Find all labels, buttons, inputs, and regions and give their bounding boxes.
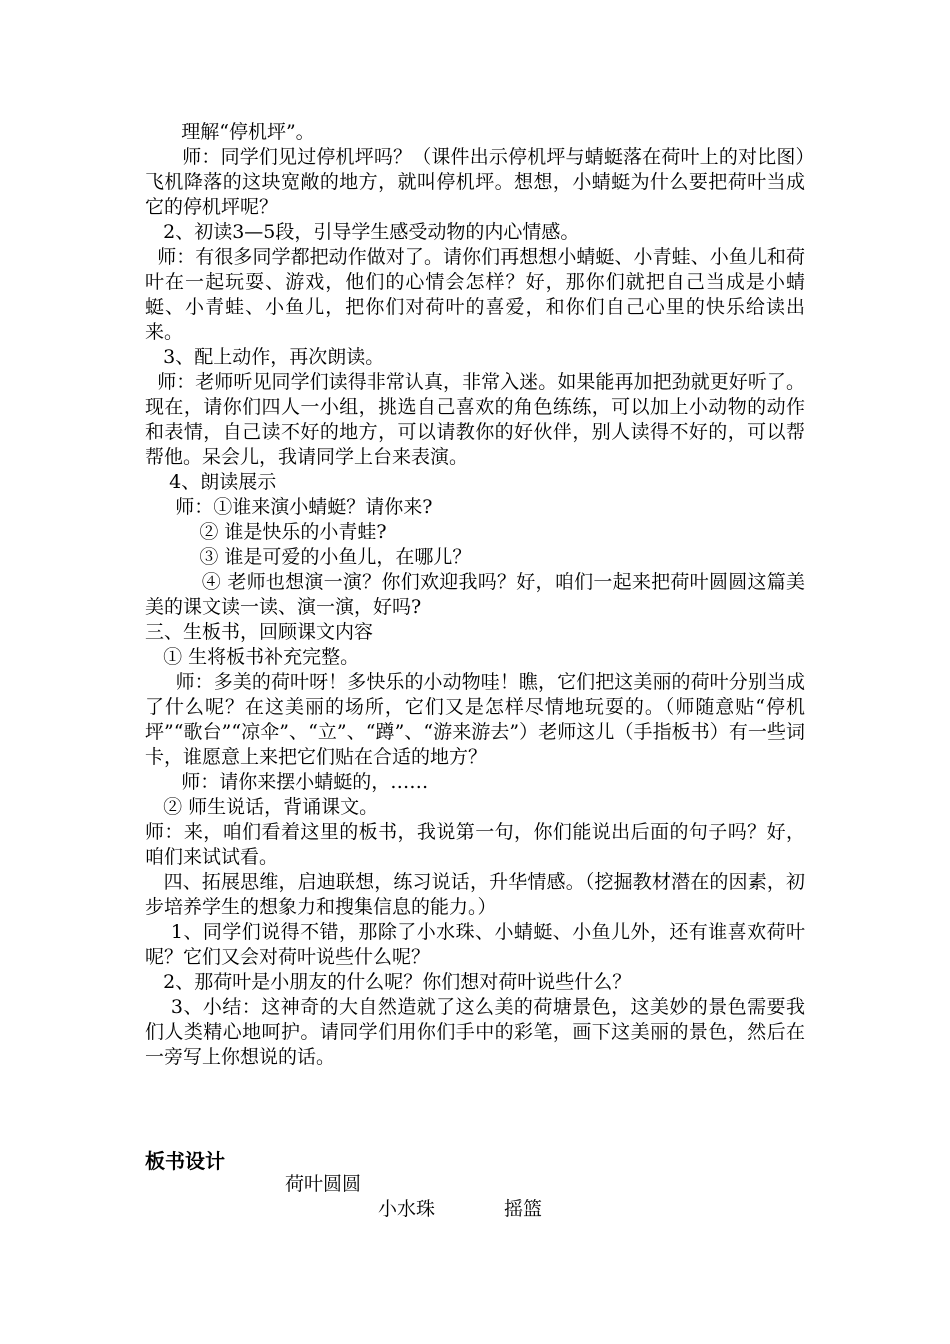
- paragraph: ③ 谁是可爱的小鱼儿，在哪儿？: [145, 546, 472, 568]
- paragraph: 3、小结：这神奇的大自然造就了这么美的荷塘景色，这美妙的景色需要我们人类精心地呵护。请同学们用你们手中的彩笔，画下这美丽的景色，然后在一旁写上你想说的话。: [145, 996, 805, 1068]
- paragraph: 师：老师听见同学们读得非常认真，非常入迷。如果能再加把劲就更好听了。现在，请你们四人一小组，挑选自己喜欢的角色练练，可以加上小动物的动作和表情，自己读不好的地方，可以请教你的好伙伴，别人读得不好的，可以帮帮他。呆会儿，我请同学上台来表演。: [145, 371, 805, 468]
- paragraph: 3、配上动作，再次朗读。: [145, 346, 385, 368]
- board-word-cradle: 摇篮: [504, 1198, 543, 1220]
- paragraph: 2、那荷叶是小朋友的什么呢？你们想对荷叶说些什么？: [145, 971, 632, 993]
- paragraph: 师：请你来摆小蜻蜓的，……: [145, 771, 429, 793]
- board-title: 荷叶圆圆: [285, 1173, 362, 1195]
- section-heading: 三、生板书，回顾课文内容: [145, 621, 374, 643]
- paragraph: 师：来，咱们看着这里的板书，我说第一句，你们能说出后面的句子吗？好，咱们来试试看。: [145, 821, 805, 868]
- paragraph: ② 师生说话，背诵课文。: [145, 796, 379, 818]
- paragraph: ① 生将板书补充完整。: [145, 646, 360, 668]
- section-heading: 四、拓展思维，启迪联想，练习说话，升华情感。（挖掘教材潜在的因素，初步培养学生的想象力和搜集信息的能力。）: [145, 871, 805, 918]
- paragraph: 师：有很多同学都把动作做对了。请你们再想想小蜻蜓、小青蛙、小鱼儿和荷叶在一起玩耍、游戏，他们的心情会怎样？好，那你们就把自己当成是小蜻蜓、小青蛙、小鱼儿，把你们对荷叶的喜爱，和你们自己心里的快乐给读出来。: [145, 246, 805, 343]
- paragraph: 4、朗读展示: [145, 471, 277, 493]
- paragraph: ④ 老师也想演一演？你们欢迎我吗？好，咱们一起来把荷叶圆圆这篇美美的课文读一读、演一演，好吗?: [145, 571, 806, 618]
- paragraph: 2、初读3—5段，引导学生感受动物的内心情感。: [145, 221, 580, 243]
- board-design-heading: 板书设计: [145, 1149, 225, 1173]
- paragraph: 1、同学们说得不错，那除了小水珠、小蜻蜓、小鱼儿外，还有谁喜欢荷叶呢？它们又会对荷叶说些什么呢？: [145, 921, 805, 968]
- board-word-water-drop: 小水珠: [378, 1198, 436, 1220]
- lesson-body: [145, 120, 805, 1070]
- paragraph: ② 谁是快乐的小青蛙?: [145, 521, 387, 543]
- paragraph: 师：①谁来演小蜻蜓？请你来?: [145, 496, 433, 518]
- paragraph: 师：多美的荷叶呀！多快乐的小动物哇！瞧，它们把这美丽的荷叶分别当成了什么呢？在这美丽的场所，它们又是怎样尽情地玩耍的。（师随意贴“停机坪”“歌台”“凉伞”、“立”、“蹲”、“游来游去”）老师这儿（手指板书）有一些词卡，谁愿意上来把它们贴在合适的地方？: [145, 671, 805, 768]
- paragraph: 理解“停机坪”。: [145, 121, 315, 143]
- paragraph: 师：同学们见过停机坪吗？（课件出示停机坪与蜻蜓落在荷叶上的对比图）飞机降落的这块宽敞的地方，就叫停机坪。想想，小蜻蜓为什么要把荷叶当成它的停机坪呢？: [145, 146, 805, 218]
